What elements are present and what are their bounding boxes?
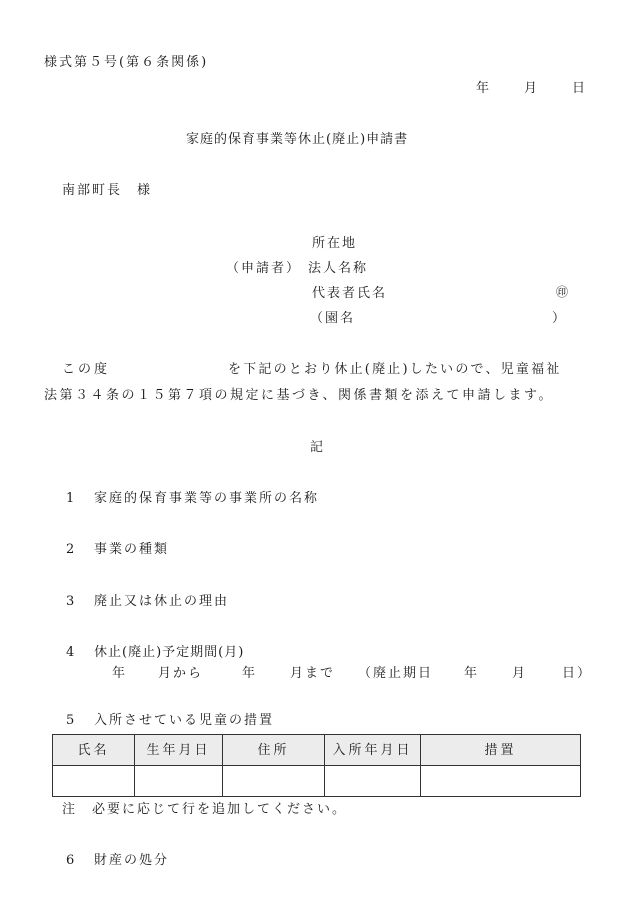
representative-label: 代表者氏名	[312, 286, 388, 301]
date-year: 年	[476, 81, 490, 96]
header-birthdate: 生年月日	[135, 735, 223, 766]
header-admission-date: 入所年月日	[325, 735, 421, 766]
item-6-number: 6	[66, 853, 75, 868]
header-address: 住所	[223, 735, 325, 766]
table-header-row	[53, 735, 581, 766]
header-name: 氏名	[53, 735, 135, 766]
applicant-role: （申請者）	[226, 261, 302, 276]
period-month-from: 月から	[158, 666, 204, 681]
date-month: 月	[524, 81, 538, 96]
body-line1-start: この度	[62, 362, 111, 377]
cell-name[interactable]	[53, 766, 135, 797]
document-title: 家庭的保育事業等休止(廃止)申請書	[186, 132, 409, 147]
item-6-label: 財産の処分	[94, 853, 170, 868]
item-4-number: 4	[66, 645, 75, 660]
table-row	[53, 766, 581, 797]
table-note: 注 必要に応じて行を追加してください。	[62, 802, 348, 817]
addressee: 南部町長 様	[62, 183, 153, 198]
item-2-label: 事業の種類	[94, 542, 170, 557]
item-4-label: 休止(廃止)予定期間(月)	[94, 645, 245, 660]
ki-heading: 記	[310, 440, 324, 455]
abolish-month: 月	[512, 666, 526, 681]
cell-measures[interactable]	[421, 766, 581, 797]
abolish-day: 日）	[562, 666, 593, 681]
item-1-number: 1	[66, 491, 75, 506]
body-line1-end: を下記のとおり休止(廃止)したいので、児童福祉	[228, 362, 562, 377]
item-3-number: 3	[66, 594, 75, 609]
item-2-number: 2	[66, 542, 75, 557]
item-5-number: 5	[66, 713, 75, 728]
seal-mark: ㊞	[556, 285, 569, 299]
abolish-year: 年	[464, 666, 478, 681]
period-year-to: 年	[242, 666, 256, 681]
form-number: 様式第５号(第６条関係)	[44, 55, 209, 70]
cell-birthdate[interactable]	[135, 766, 223, 797]
period-year-from: 年	[112, 666, 126, 681]
children-table	[52, 734, 581, 797]
address-label: 所在地	[312, 236, 358, 251]
school-name-close: ）	[552, 311, 566, 326]
school-name-open: （園名	[310, 311, 356, 326]
header-measures: 措置	[421, 735, 581, 766]
period-month-to: 月まで	[290, 666, 336, 681]
abolish-date-label: （廃止期日	[358, 666, 434, 681]
item-3-label: 廃止又は休止の理由	[94, 594, 230, 609]
item-1-label: 家庭的保育事業等の事業所の名称	[94, 491, 320, 506]
date-day: 日	[572, 81, 586, 96]
body-line2: 法第３４条の１５第７項の規定に基づき、関係書類を添えて申請します。	[44, 388, 554, 403]
cell-address[interactable]	[223, 766, 325, 797]
cell-admission-date[interactable]	[325, 766, 421, 797]
item-5-label: 入所させている児童の措置	[94, 713, 275, 728]
corp-name-label: 法人名称	[308, 261, 369, 276]
